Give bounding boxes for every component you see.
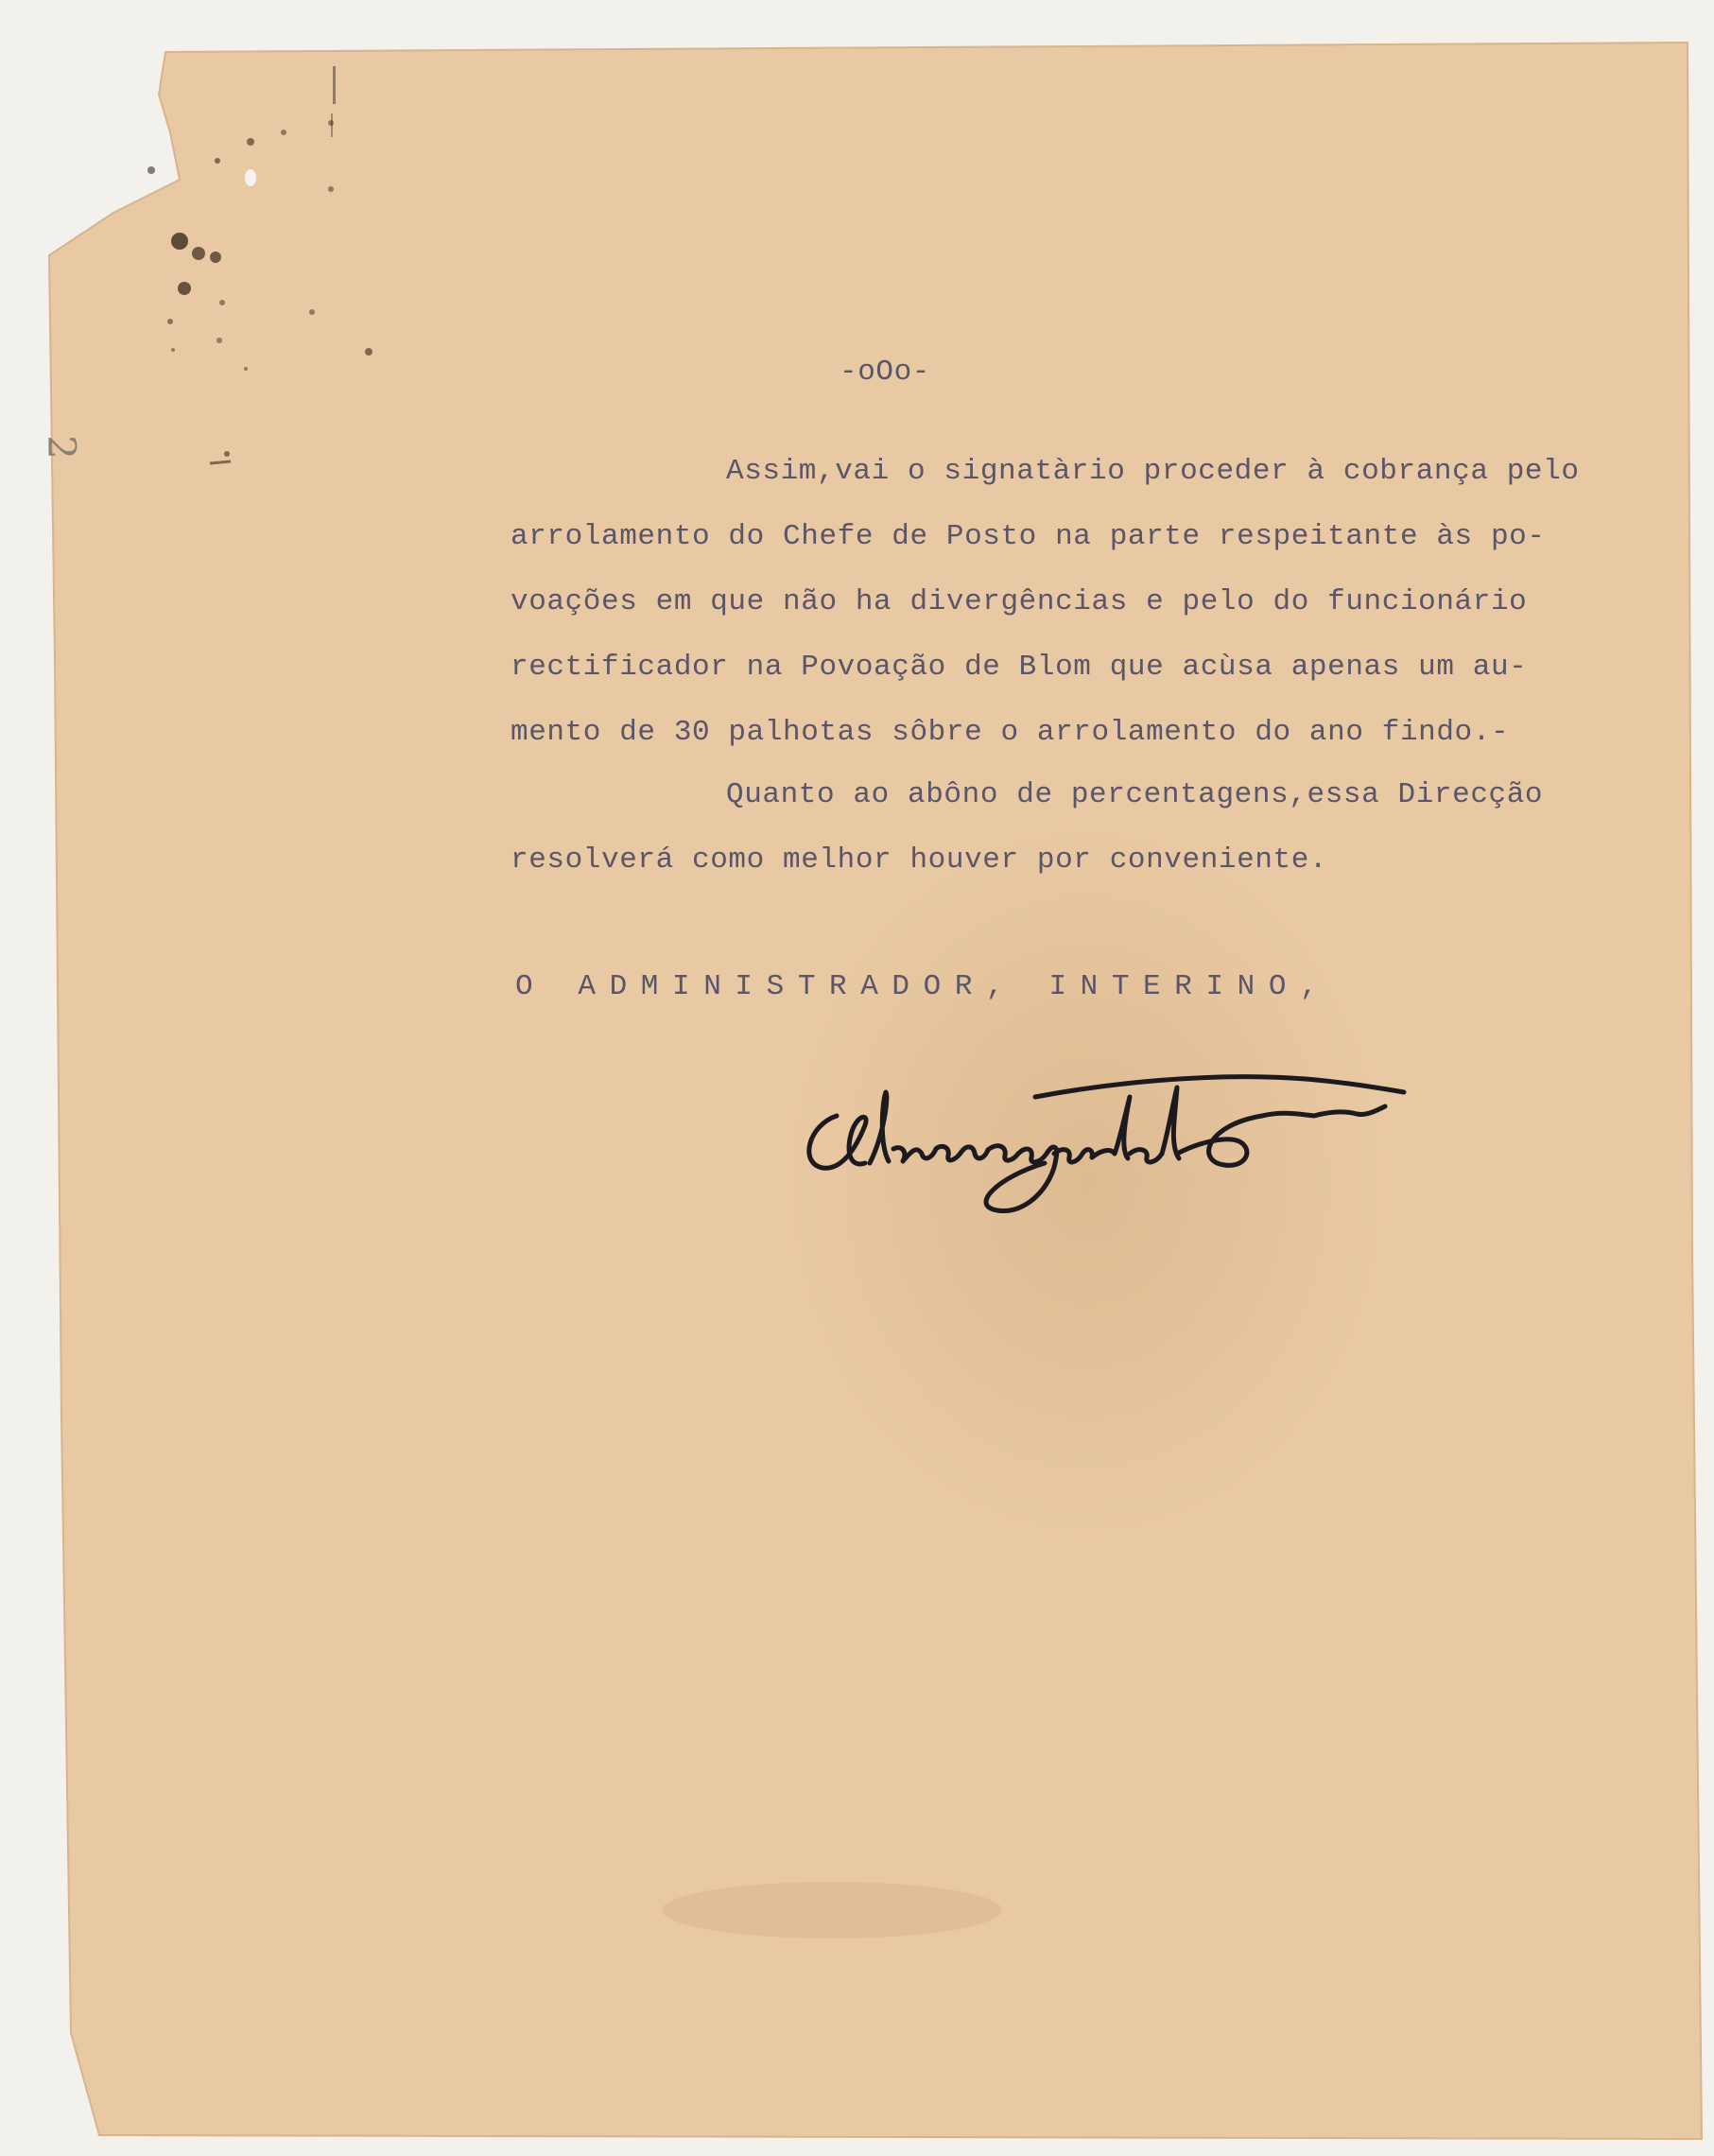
signoff-title: O ADMINISTRADOR, INTERINO,: [515, 970, 1332, 1003]
text-line: Assim,vai o signatàrio proceder à cobrança pelo: [726, 455, 1580, 488]
text-line: arrolamento do Chefe de Posto na parte respeitante às po-: [511, 520, 1546, 553]
text-line: mento de 30 palhotas sôbre o arrolamento do ano findo.-: [511, 716, 1510, 749]
handwritten-signature: [799, 1059, 1432, 1220]
text-line: Quanto ao abôno de percentagens,essa Direcção: [726, 778, 1544, 811]
text-line: resolverá como melhor houver por conveniente.: [511, 843, 1328, 877]
margin-page-number: 2: [39, 435, 83, 460]
text-line: voações em que não ha divergências e pelo do funcionário: [511, 585, 1528, 618]
text-line: rectificador na Povoação de Blom que acùsa apenas um au-: [511, 651, 1528, 684]
section-separator: -oOo-: [840, 356, 931, 389]
